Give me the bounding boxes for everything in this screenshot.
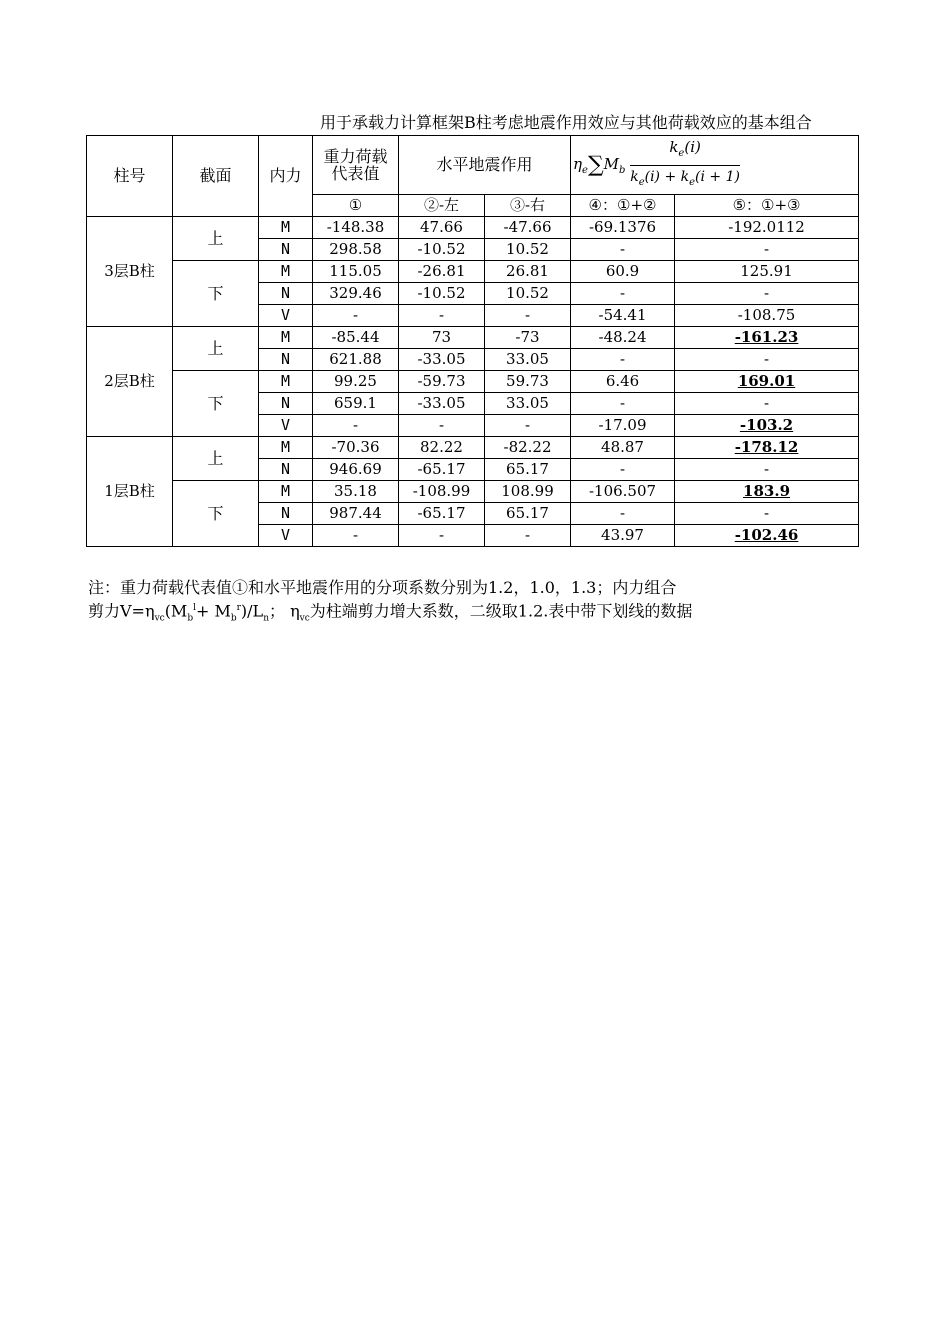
cell-force: M xyxy=(259,370,313,392)
cell-v2: -33.05 xyxy=(399,348,485,370)
formula-denominator: $k_e(i) + k_e(i + 1)$ xyxy=(630,169,740,188)
cell-v5 xyxy=(675,436,859,458)
underlined-value: 183.9 xyxy=(743,481,791,500)
note-part: )/L xyxy=(240,601,264,621)
cell-v4: -54.41 xyxy=(571,304,675,326)
cell-v3: 65.17 xyxy=(485,502,571,524)
note-sub: n xyxy=(263,613,269,624)
cell-v4: - xyxy=(571,282,675,304)
cell-v4: - xyxy=(571,238,675,260)
cell-v4: - xyxy=(571,502,675,524)
cell-v3: 10.52 xyxy=(485,238,571,260)
cell-section: 下 xyxy=(173,370,259,436)
cell-v1: 35.18 xyxy=(313,480,399,502)
cell-v5: - xyxy=(675,458,859,480)
sheet-viewport xyxy=(0,0,812,700)
note-sup: r xyxy=(236,603,241,613)
note-part: ； η xyxy=(268,601,300,621)
cell-section: 上 xyxy=(173,326,259,370)
table-row xyxy=(87,370,859,392)
cell-section: 下 xyxy=(173,260,259,326)
table-row xyxy=(87,216,859,238)
cell-v1: 329.46 xyxy=(313,282,399,304)
cell-v5 xyxy=(675,370,859,392)
cell-section: 上 xyxy=(173,436,259,480)
header-seismic: 水平地震作用 xyxy=(399,136,571,195)
cell-section: 上 xyxy=(173,216,259,260)
underlined-value: -102.46 xyxy=(734,525,799,544)
formula-numerator: $k_e(i)$ xyxy=(630,136,740,166)
cell-v2: -108.99 xyxy=(399,480,485,502)
cell-v5: - xyxy=(675,282,859,304)
note-sub: b xyxy=(230,613,237,624)
cell-v5: 125.91 xyxy=(675,260,859,282)
sub-header-c4: ④：①+② xyxy=(571,194,675,216)
formula-fraction xyxy=(630,136,740,194)
underlined-value: 169.01 xyxy=(737,371,796,390)
cell-v4: - xyxy=(571,348,675,370)
cell-v1: 987.44 xyxy=(313,502,399,524)
cell-v5: - xyxy=(675,348,859,370)
sub-header-gravity: ① xyxy=(313,194,399,216)
header-force: 内力 xyxy=(259,136,313,217)
cell-v3: -47.66 xyxy=(485,216,571,238)
cell-v2: -26.81 xyxy=(399,260,485,282)
cell-v2: 47.66 xyxy=(399,216,485,238)
cell-force: N xyxy=(259,502,313,524)
header-col-no: 柱号 xyxy=(87,136,173,217)
underlined-value: -161.23 xyxy=(734,327,799,346)
note-sub: vc xyxy=(154,613,165,624)
formula-mb: $M_b$ xyxy=(603,154,626,176)
cell-v1: 115.05 xyxy=(313,260,399,282)
cell-v1: 946.69 xyxy=(313,458,399,480)
cell-v2: 82.22 xyxy=(399,436,485,458)
cell-v3: -73 xyxy=(485,326,571,348)
cell-v1: -70.36 xyxy=(313,436,399,458)
cell-v3: 59.73 xyxy=(485,370,571,392)
header-gravity-text: 重力荷载代表值 xyxy=(323,146,388,183)
cell-v1: 659.1 xyxy=(313,392,399,414)
cell-v4: -106.507 xyxy=(571,480,675,502)
note-part: 为柱端剪力增大系数，二级取1.2.表中带下划线的数据 xyxy=(309,601,693,621)
cell-v2: - xyxy=(399,524,485,546)
sub-header-right: ③-右 xyxy=(485,194,571,216)
table-row xyxy=(87,326,859,348)
footnote xyxy=(88,578,778,629)
underlined-value: -178.12 xyxy=(734,437,799,456)
cell-v4: 43.97 xyxy=(571,524,675,546)
table-title: 用于承载力计算框架B柱考虑地震作用效应与其他荷载效应的基本组合 xyxy=(320,113,812,132)
sub-header-c5: ⑤：①+③ xyxy=(675,194,859,216)
cell-v3: 108.99 xyxy=(485,480,571,502)
underlined-value: -103.2 xyxy=(739,415,794,434)
cell-v2: - xyxy=(399,304,485,326)
cell-v1: - xyxy=(313,524,399,546)
note-part: 剪力V=η xyxy=(88,601,155,621)
cell-v3: 65.17 xyxy=(485,458,571,480)
table-row xyxy=(87,436,859,458)
cell-v4: -69.1376 xyxy=(571,216,675,238)
cell-v2: -65.17 xyxy=(399,502,485,524)
cell-column-no: 1层B柱 xyxy=(87,436,173,546)
cell-column-no: 2层B柱 xyxy=(87,326,173,436)
table-row xyxy=(87,480,859,502)
combination-table xyxy=(86,135,859,547)
cell-v2: -33.05 xyxy=(399,392,485,414)
cell-v5 xyxy=(675,524,859,546)
cell-v3: 10.52 xyxy=(485,282,571,304)
cell-force: V xyxy=(259,414,313,436)
cell-v3: -82.22 xyxy=(485,436,571,458)
cell-force: N xyxy=(259,392,313,414)
cell-force: V xyxy=(259,304,313,326)
cell-v4: - xyxy=(571,458,675,480)
table-row xyxy=(87,260,859,282)
cell-force: N xyxy=(259,348,313,370)
header-section: 截面 xyxy=(173,136,259,217)
cell-force: N xyxy=(259,458,313,480)
cell-column-no: 3层B柱 xyxy=(87,216,173,326)
cell-force: M xyxy=(259,326,313,348)
header-formula xyxy=(571,136,859,195)
sub-header-left: ②-左 xyxy=(399,194,485,216)
cell-v2: - xyxy=(399,414,485,436)
header-gravity xyxy=(313,136,399,195)
cell-v5 xyxy=(675,480,859,502)
cell-v3: 33.05 xyxy=(485,392,571,414)
cell-v1: 99.25 xyxy=(313,370,399,392)
cell-section: 下 xyxy=(173,480,259,546)
cell-v3: 33.05 xyxy=(485,348,571,370)
cell-v5: - xyxy=(675,392,859,414)
cell-v5: -108.75 xyxy=(675,304,859,326)
cell-v3: - xyxy=(485,524,571,546)
note-part: + M xyxy=(195,601,231,621)
cell-v3: 26.81 xyxy=(485,260,571,282)
cell-force: M xyxy=(259,216,313,238)
note-sub: vc xyxy=(299,613,310,624)
cell-v1: - xyxy=(313,414,399,436)
cell-v3: - xyxy=(485,414,571,436)
note-sub: b xyxy=(187,613,194,624)
cell-v2: -65.17 xyxy=(399,458,485,480)
cell-v3: - xyxy=(485,304,571,326)
cell-v4: 60.9 xyxy=(571,260,675,282)
cell-v5: - xyxy=(675,502,859,524)
cell-v2: -59.73 xyxy=(399,370,485,392)
cell-v4: - xyxy=(571,392,675,414)
cell-v5 xyxy=(675,414,859,436)
cell-v1: -85.44 xyxy=(313,326,399,348)
cell-v1: - xyxy=(313,304,399,326)
cell-v1: 621.88 xyxy=(313,348,399,370)
cell-force: V xyxy=(259,524,313,546)
footnote-line-1: 注：重力荷载代表值①和水平地震作用的分项系数分别为1.2，1.0，1.3；内力组合 xyxy=(88,578,677,597)
note-part: (M xyxy=(164,601,188,621)
cell-v4: -48.24 xyxy=(571,326,675,348)
formula-eta: $\eta_e$ xyxy=(573,154,588,176)
cell-v4: 48.87 xyxy=(571,436,675,458)
cell-force: N xyxy=(259,238,313,260)
cell-v5: - xyxy=(675,238,859,260)
cell-v5 xyxy=(675,326,859,348)
cell-v1: 298.58 xyxy=(313,238,399,260)
cell-v2: -10.52 xyxy=(399,282,485,304)
cell-v4: -17.09 xyxy=(571,414,675,436)
cell-v5: -192.0112 xyxy=(675,216,859,238)
cell-v2: -10.52 xyxy=(399,238,485,260)
cell-v1: -148.38 xyxy=(313,216,399,238)
footnote-line-2 xyxy=(88,598,778,629)
note-sup: l xyxy=(193,603,196,613)
cell-force: M xyxy=(259,480,313,502)
cell-v2: 73 xyxy=(399,326,485,348)
formula-sigma-icon: ∑ xyxy=(587,152,604,178)
cell-v4: 6.46 xyxy=(571,370,675,392)
cell-force: M xyxy=(259,436,313,458)
cell-force: M xyxy=(259,260,313,282)
cell-force: N xyxy=(259,282,313,304)
